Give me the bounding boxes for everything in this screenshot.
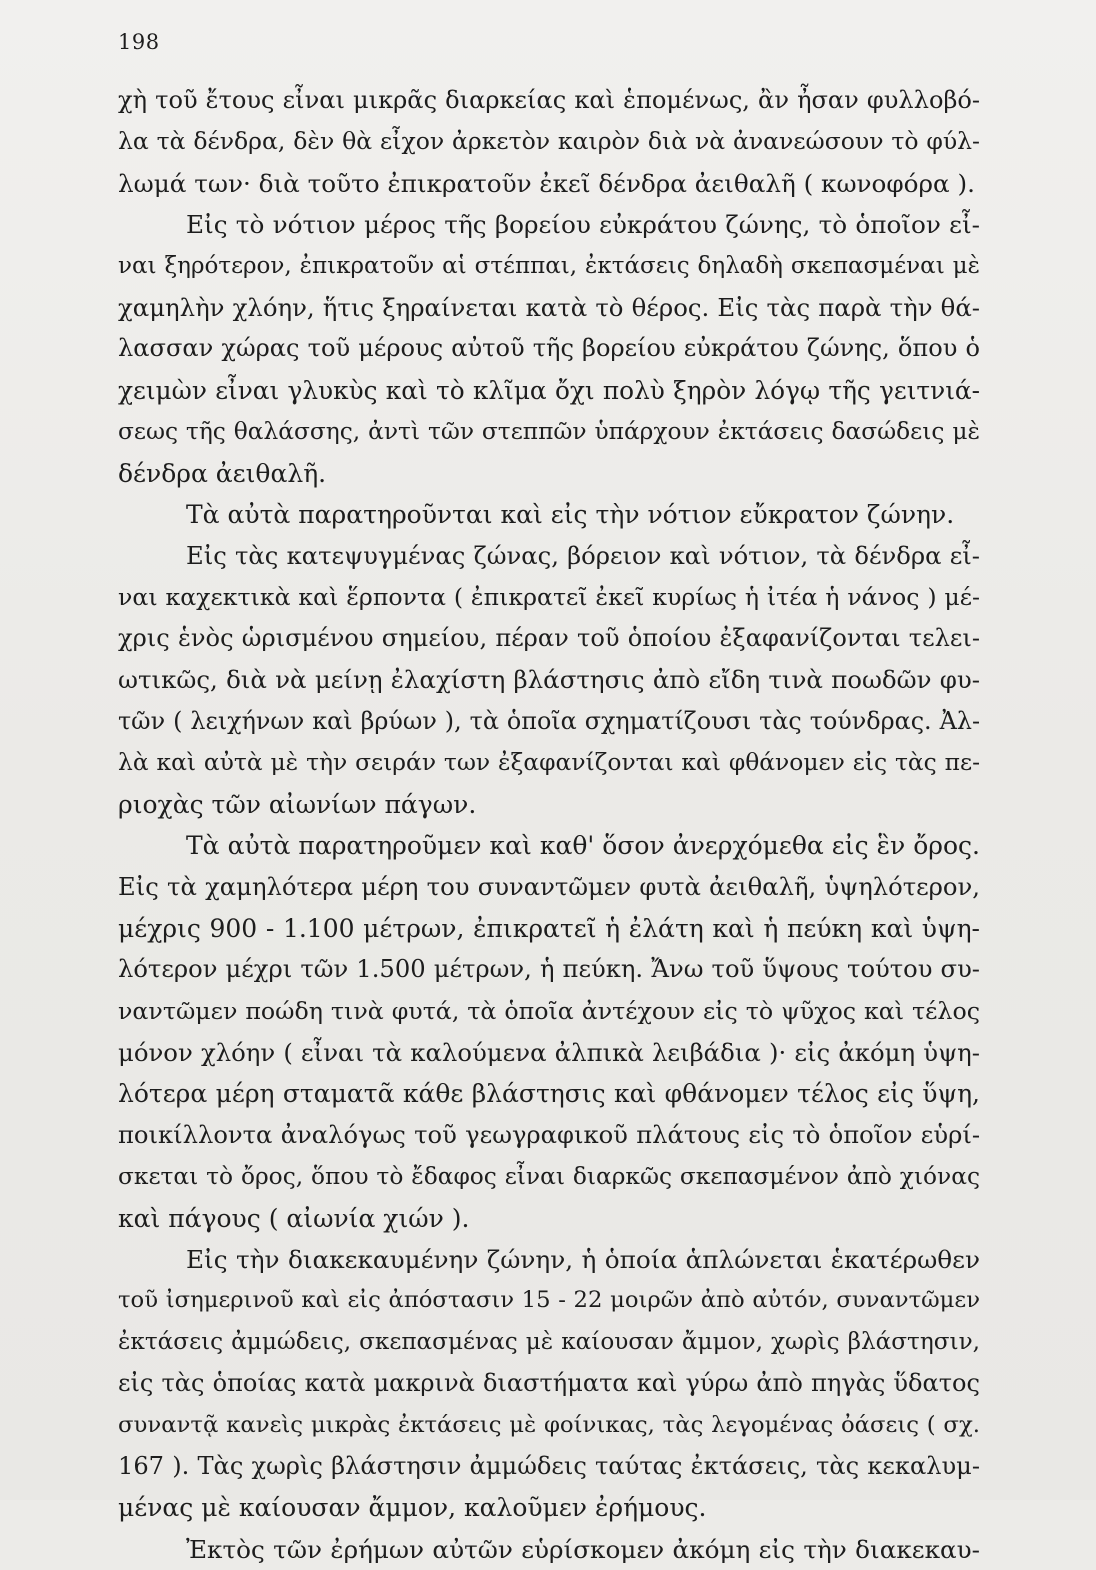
- text-line: λωμά των· διὰ τοῦτο ἐπικρατοῦν ἐκεῖ δένδρα ἀειθαλῆ ( κωνοφόρα ).: [118, 168, 975, 198]
- text-line: 167 ). Τὰς χωρὶς βλάστησιν ἀμμώδεις ταύτας ἐκτάσεις, τὰς κεκαλυμ-: [118, 1451, 980, 1480]
- text-line: ποικίλλοντα ἀναλόγως τοῦ γεωγραφικοῦ πλάτους εἰς τὸ ὁποῖον εὑρί-: [118, 1120, 980, 1149]
- text-line: καὶ πάγους ( αἰωνία χιών ).: [118, 1203, 470, 1233]
- text-line: τῶν ( λειχήνων καὶ βρύων ), τὰ ὁποῖα σχηματίζουσι τὰς τούνδρας. Ἀλ-: [118, 706, 980, 735]
- text-line: συναντᾷ κανεὶς μικρὰς ἐκτάσεις μὲ φοίνικας, τὰς λεγομένας ὀάσεις ( σχ.: [118, 1411, 980, 1438]
- paragraph-start: Τὰ αὐτὰ παρατηροῦμεν καὶ καθ' ὅσον ἀνερχόμεθα εἰς ἓν ὄρος.: [186, 831, 980, 861]
- text-line: ωτικῶς, διὰ νὰ μείνῃ ἐλαχίστη βλάστησις ἀπὸ εἴδη τινὰ ποωδῶν φυ-: [118, 665, 980, 695]
- text-line: χρις ἑνὸς ὡρισμένου σημείου, πέραν τοῦ ὁποίου ἐξαφανίζονται τελει-: [118, 624, 980, 653]
- text-line: εἰς τὰς ὁποίας κατὰ μακρινὰ διαστήματα καὶ γύρω ἀπὸ πηγὰς ὕδατος: [118, 1369, 980, 1398]
- text-line: σεως τῆς θαλάσσης, ἀντὶ τῶν στεππῶν ὑπάρχουν ἐκτάσεις δασώδεις μὲ: [118, 418, 980, 446]
- text-line: λὰ καὶ αὐτὰ μὲ τὴν σειράν των ἐξαφανίζονται καὶ φθάνομεν εἰς τὰς πε-: [118, 748, 980, 777]
- text-line: Εἰς τὰ χαμηλότερα μέρη του συναντῶμεν φυτὰ ἀειθαλῆ, ὑψηλότερον,: [118, 872, 980, 902]
- text-line: χαμηλὴν χλόην, ἥτις ξηραίνεται κατὰ τὸ θέρος. Εἰς τὰς παρὰ τὴν θά-: [118, 292, 980, 322]
- text-line: δένδρα ἀειθαλῆ.: [118, 458, 327, 488]
- text-line: σκεται τὸ ὄρος, ὅπου τὸ ἔδαφος εἶναι διαρκῶς σκεπασμένον ἀπὸ χιόνας: [118, 1163, 980, 1191]
- paragraph-start: Εἰς τὸ νότιον μέρος τῆς βορείου εὐκράτου ζώνης, τὸ ὁποῖον εἶ-: [186, 210, 980, 240]
- text-line: χὴ τοῦ ἔτους εἶναι μικρᾶς διαρκείας καὶ ἑπομένως, ἂν ἦσαν φυλλοβό-: [118, 86, 980, 114]
- text-line: ναι ξηρότερον, ἐπικρατοῦν αἱ στέππαι, ἐκτάσεις δηλαδὴ σκεπασμέναι μὲ: [118, 252, 980, 279]
- body-text: [118, 80, 980, 1570]
- text-line: μέχρις 900 - 1.100 μέτρων, ἐπικρατεῖ ἡ ἐλάτη καὶ ἡ πεύκη καὶ ὑψη-: [118, 913, 980, 943]
- paragraph-start: Εἰς τὴν διακεκαυμένην ζώνην, ἡ ὁποία ἁπλώνεται ἑκατέρωθεν: [186, 1244, 980, 1274]
- paragraph-start: Ἐκτὸς τῶν ἐρήμων αὐτῶν εὑρίσκομεν ἀκόμη εἰς τὴν διακεκαυ-: [186, 1534, 980, 1564]
- text-line: μένας μὲ καίουσαν ἄμμον, καλοῦμεν ἐρήμους.: [118, 1493, 707, 1523]
- text-line: τοῦ ἰσημερινοῦ καὶ εἰς ἀπόστασιν 15 - 22 μοιρῶν ἀπὸ αὐτόν, συναντῶμεν: [118, 1287, 980, 1314]
- text-line: ἐκτάσεις ἀμμώδεις, σκεπασμένας μὲ καίουσαν ἄμμον, χωρὶς βλάστησιν,: [118, 1328, 980, 1355]
- text-line: λότερον μέχρι τῶν 1.500 μέτρων, ἡ πεύκη. Ἄνω τοῦ ὕψους τούτου συ-: [118, 955, 980, 984]
- text-line: λότερα μέρη σταματᾶ κάθε βλάστησις καὶ φθάνομεν τέλος εἰς ὕψη,: [118, 1079, 980, 1109]
- text-line: μόνον χλόην ( εἶναι τὰ καλούμενα ἀλπικὰ λειβάδια )· εἰς ἀκόμη ὑψη-: [118, 1037, 980, 1067]
- paragraph-start: Εἰς τὰς κατεψυγμένας ζώνας, βόρειον καὶ νότιον, τὰ δένδρα εἶ-: [186, 541, 980, 571]
- paragraph-start: Τὰ αὐτὰ παρατηροῦνται καὶ εἰς τὴν νότιον εὔκρατον ζώνην.: [186, 499, 955, 529]
- text-line: ναι καχεκτικὰ καὶ ἕρποντα ( ἐπικρατεῖ ἐκεῖ κυρίως ἡ ἰτέα ἡ νάνος ) μέ-: [118, 582, 980, 611]
- text-line: λα τὰ δένδρα, δὲν θὰ εἶχον ἀρκετὸν καιρὸν διὰ νὰ ἀνανεώσουν τὸ φύλ-: [118, 127, 980, 156]
- text-line: ριοχὰς τῶν αἰωνίων πάγων.: [118, 789, 477, 819]
- text-line: λασσαν χώρας τοῦ μέρους αὐτοῦ τῆς βορείου εὐκράτου ζώνης, ὅπου ὁ: [118, 334, 980, 363]
- text-line: χειμὼν εἶναι γλυκὺς καὶ τὸ κλῖμα ὄχι πολὺ ξηρὸν λόγῳ τῆς γειτνιά-: [118, 375, 980, 405]
- page-number: 198: [118, 30, 160, 54]
- text-line: ναντῶμεν ποώδη τινὰ φυτά, τὰ ὁποῖα ἀντέχουν εἰς τὸ ψῦχος καὶ τέλος: [118, 996, 980, 1025]
